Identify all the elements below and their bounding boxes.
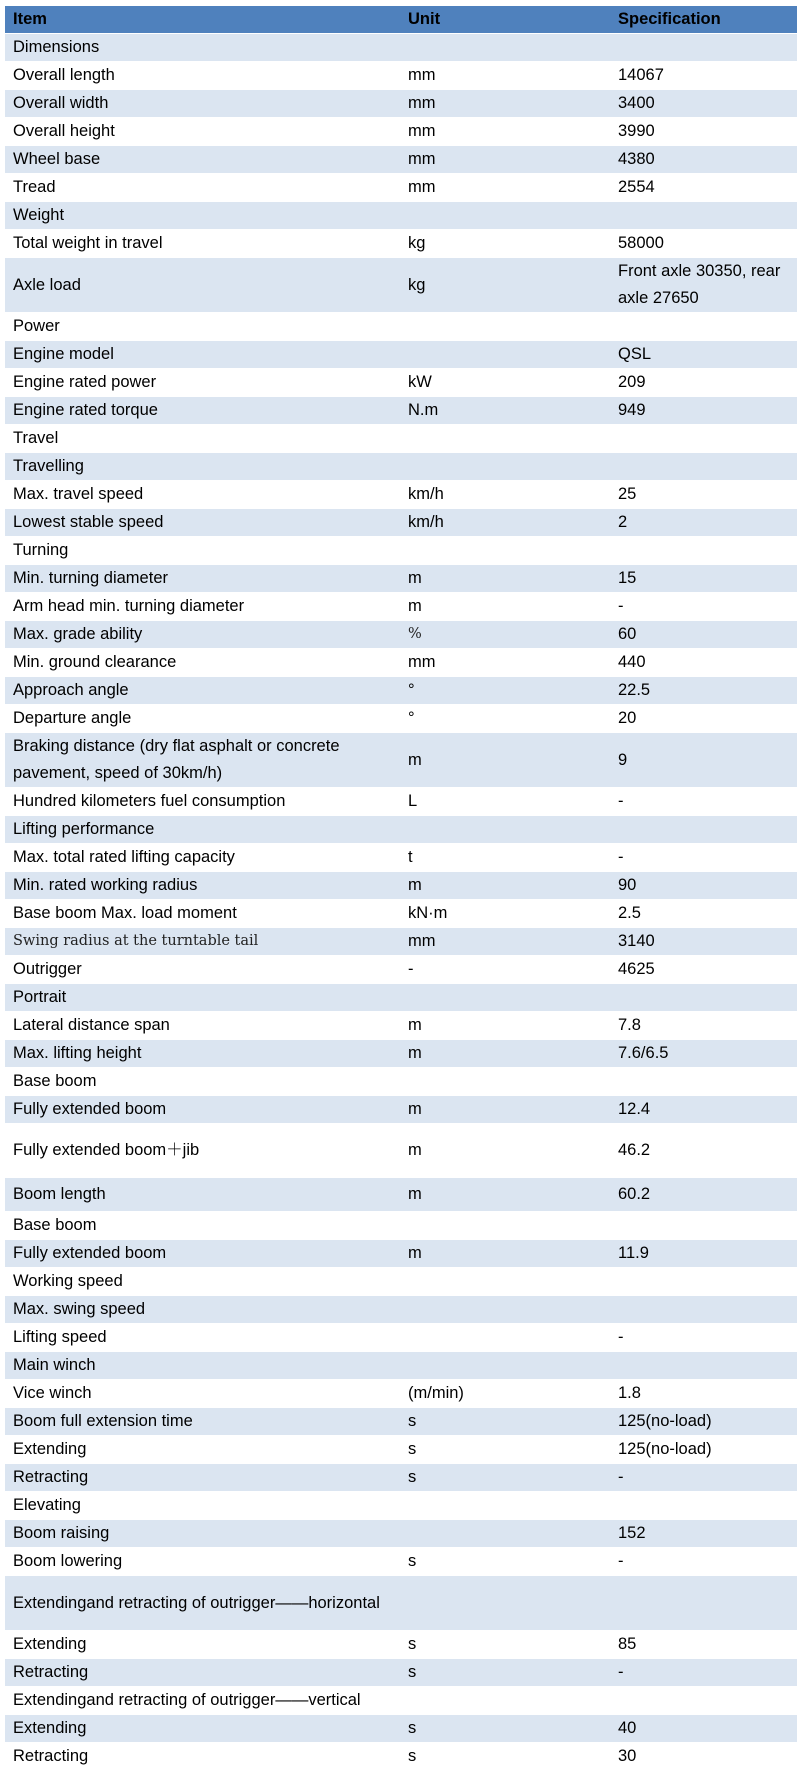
row-item-cell: Tread <box>5 174 400 202</box>
row-unit-cell: m <box>400 565 610 593</box>
row-spec-cell: 2.5 <box>610 900 797 928</box>
row-item-cell: Extending <box>5 1436 400 1464</box>
row-spec-cell: - <box>610 788 797 816</box>
table-row <box>5 146 797 174</box>
row-item-cell: Extendingand retracting of outrigger——horizontal <box>5 1576 400 1631</box>
row-item-cell: Extending <box>5 1631 400 1659</box>
row-unit-cell: s <box>400 1631 610 1659</box>
table-row <box>5 118 797 146</box>
row-item-cell: Base boom Max. load moment <box>5 900 400 928</box>
row-spec-cell <box>610 313 797 341</box>
row-unit-cell <box>400 1296 610 1324</box>
row-item-cell: Max. total rated lifting capacity <box>5 844 400 872</box>
row-item-cell: Elevating <box>5 1492 400 1520</box>
table-row <box>5 341 797 369</box>
row-item-cell: Lateral distance span <box>5 1012 400 1040</box>
row-unit-cell <box>400 1068 610 1096</box>
row-item-cell: Weight <box>5 202 400 230</box>
row-item-cell: Total weight in travel <box>5 230 400 258</box>
row-item-cell: Working speed <box>5 1268 400 1296</box>
row-unit-cell <box>400 313 610 341</box>
row-item-cell: Overall width <box>5 90 400 118</box>
row-spec-cell <box>610 816 797 844</box>
row-item-cell: Boom length <box>5 1178 400 1212</box>
row-item-cell: Max. lifting height <box>5 1040 400 1068</box>
row-unit-cell: - <box>400 956 610 984</box>
row-spec-cell: 3400 <box>610 90 797 118</box>
row-spec-cell: 90 <box>610 872 797 900</box>
table-row <box>5 1520 797 1548</box>
row-spec-cell: 12.4 <box>610 1096 797 1124</box>
table-row <box>5 62 797 90</box>
row-spec-cell: 2554 <box>610 174 797 202</box>
row-item-cell: Fully extended boom＋jib <box>5 1124 400 1178</box>
table-row <box>5 788 797 816</box>
table-row <box>5 90 797 118</box>
row-item-cell: Max. travel speed <box>5 481 400 509</box>
row-unit-cell: ° <box>400 705 610 733</box>
row-unit-cell: km/h <box>400 509 610 537</box>
table-row <box>5 425 797 453</box>
table-row <box>5 258 797 313</box>
row-spec-cell: 7.8 <box>610 1012 797 1040</box>
table-row <box>5 1576 797 1631</box>
row-unit-cell: m <box>400 1124 610 1178</box>
row-unit-cell: L <box>400 788 610 816</box>
row-unit-cell: s <box>400 1436 610 1464</box>
row-item-cell: Min. turning diameter <box>5 565 400 593</box>
row-item-cell: Arm head min. turning diameter <box>5 593 400 621</box>
row-unit-cell <box>400 1492 610 1520</box>
row-spec-cell: - <box>610 1548 797 1576</box>
row-unit-cell: s <box>400 1715 610 1743</box>
table-row <box>5 1492 797 1520</box>
table-row <box>5 174 797 202</box>
row-unit-cell <box>400 1352 610 1380</box>
row-spec-cell <box>610 1212 797 1240</box>
spec-table <box>5 6 797 1771</box>
row-spec-cell: - <box>610 1324 797 1352</box>
table-row <box>5 816 797 844</box>
row-item-cell: Retracting <box>5 1464 400 1492</box>
row-unit-cell <box>400 537 610 565</box>
row-item-cell: Min. rated working radius <box>5 872 400 900</box>
table-row <box>5 1659 797 1687</box>
row-spec-cell: 30 <box>610 1743 797 1771</box>
row-item-cell: Fully extended boom <box>5 1096 400 1124</box>
table-row <box>5 1436 797 1464</box>
row-item-cell: Outrigger <box>5 956 400 984</box>
row-unit-cell <box>400 34 610 62</box>
row-spec-cell: 949 <box>610 397 797 425</box>
row-spec-cell: 58000 <box>610 230 797 258</box>
table-row <box>5 928 797 956</box>
row-spec-cell: 60 <box>610 621 797 649</box>
row-item-cell: Dimensions <box>5 34 400 62</box>
row-item-cell: Braking distance (dry flat asphalt or concrete pavement, speed of 30km/h) <box>5 733 400 788</box>
table-row <box>5 453 797 481</box>
table-row <box>5 1096 797 1124</box>
row-item-cell: Engine model <box>5 341 400 369</box>
row-unit-cell: kW <box>400 369 610 397</box>
table-row <box>5 1068 797 1096</box>
row-spec-cell <box>610 537 797 565</box>
row-spec-cell <box>610 1296 797 1324</box>
row-unit-cell: mm <box>400 649 610 677</box>
row-spec-cell <box>610 1492 797 1520</box>
row-unit-cell <box>400 453 610 481</box>
row-spec-cell <box>610 1268 797 1296</box>
row-item-cell: Boom lowering <box>5 1548 400 1576</box>
row-unit-cell: mm <box>400 174 610 202</box>
row-item-cell: Max. grade ability <box>5 621 400 649</box>
row-unit-cell <box>400 816 610 844</box>
row-item-cell: Engine rated torque <box>5 397 400 425</box>
row-item-cell: Boom raising <box>5 1520 400 1548</box>
table-row <box>5 537 797 565</box>
table-row <box>5 1296 797 1324</box>
row-unit-cell <box>400 1576 610 1631</box>
row-unit-cell: kN·m <box>400 900 610 928</box>
row-spec-cell: 25 <box>610 481 797 509</box>
row-item-cell: Portrait <box>5 984 400 1012</box>
row-spec-cell: 40 <box>610 1715 797 1743</box>
table-row <box>5 956 797 984</box>
row-spec-cell: 1.8 <box>610 1380 797 1408</box>
table-row <box>5 621 797 649</box>
row-unit-cell: N.m <box>400 397 610 425</box>
row-spec-cell: - <box>610 1464 797 1492</box>
row-spec-cell: 209 <box>610 369 797 397</box>
table-row <box>5 1631 797 1659</box>
table-row <box>5 34 797 62</box>
row-spec-cell: 15 <box>610 565 797 593</box>
row-item-cell: Max. swing speed <box>5 1296 400 1324</box>
row-spec-cell <box>610 202 797 230</box>
row-spec-cell: 152 <box>610 1520 797 1548</box>
row-unit-cell: m <box>400 872 610 900</box>
row-spec-cell: 4380 <box>610 146 797 174</box>
row-unit-cell: m <box>400 1178 610 1212</box>
row-item-cell: Hundred kilometers fuel consumption <box>5 788 400 816</box>
row-unit-cell: km/h <box>400 481 610 509</box>
row-unit-cell: ° <box>400 677 610 705</box>
row-spec-cell: 2 <box>610 509 797 537</box>
row-unit-cell: m <box>400 1040 610 1068</box>
row-unit-cell: m <box>400 593 610 621</box>
table-row <box>5 705 797 733</box>
row-item-cell: Travelling <box>5 453 400 481</box>
row-item-cell: Vice winch <box>5 1380 400 1408</box>
row-spec-cell: 22.5 <box>610 677 797 705</box>
row-spec-cell <box>610 1352 797 1380</box>
row-item-cell: Extendingand retracting of outrigger——vertical <box>5 1687 400 1715</box>
row-item-cell: Approach angle <box>5 677 400 705</box>
table-row <box>5 313 797 341</box>
row-spec-cell <box>610 34 797 62</box>
row-unit-cell: s <box>400 1464 610 1492</box>
table-row <box>5 1464 797 1492</box>
row-spec-cell: 3140 <box>610 928 797 956</box>
row-unit-cell: m <box>400 1240 610 1268</box>
table-header-row <box>5 6 797 34</box>
row-unit-cell <box>400 1520 610 1548</box>
table-row <box>5 984 797 1012</box>
row-item-cell: Travel <box>5 425 400 453</box>
row-spec-cell: 14067 <box>610 62 797 90</box>
row-spec-cell: - <box>610 844 797 872</box>
table-row <box>5 481 797 509</box>
row-unit-cell: s <box>400 1408 610 1436</box>
row-item-cell: Swing radius at the turntable tail <box>5 928 400 956</box>
table-row <box>5 509 797 537</box>
row-item-cell: Extending <box>5 1715 400 1743</box>
row-item-cell: Main winch <box>5 1352 400 1380</box>
row-unit-cell: mm <box>400 90 610 118</box>
table-row <box>5 369 797 397</box>
row-unit-cell <box>400 1687 610 1715</box>
row-item-cell: Base boom <box>5 1068 400 1096</box>
row-item-cell: Wheel base <box>5 146 400 174</box>
row-item-cell: Lifting speed <box>5 1324 400 1352</box>
row-unit-cell: mm <box>400 62 610 90</box>
row-unit-cell: kg <box>400 230 610 258</box>
row-item-cell: Boom full extension time <box>5 1408 400 1436</box>
row-unit-cell <box>400 202 610 230</box>
table-row <box>5 900 797 928</box>
table-row <box>5 1040 797 1068</box>
row-unit-cell: s <box>400 1743 610 1771</box>
table-row <box>5 1380 797 1408</box>
table-row <box>5 1324 797 1352</box>
row-spec-cell: - <box>610 593 797 621</box>
row-spec-cell: Front axle 30350, rear axle 27650 <box>610 258 797 313</box>
row-unit-cell: % <box>400 621 610 649</box>
row-spec-cell: - <box>610 1659 797 1687</box>
row-unit-cell: mm <box>400 928 610 956</box>
row-unit-cell: kg <box>400 258 610 313</box>
row-unit-cell: s <box>400 1548 610 1576</box>
table-row <box>5 1687 797 1715</box>
table-row <box>5 1178 797 1212</box>
table-row <box>5 1548 797 1576</box>
row-unit-cell: m <box>400 1096 610 1124</box>
row-item-cell: Power <box>5 313 400 341</box>
table-row <box>5 1268 797 1296</box>
row-spec-cell <box>610 453 797 481</box>
row-item-cell: Fully extended boom <box>5 1240 400 1268</box>
table-row <box>5 733 797 788</box>
table-row <box>5 1743 797 1771</box>
table-row <box>5 1012 797 1040</box>
row-spec-cell <box>610 1576 797 1631</box>
row-unit-cell: s <box>400 1659 610 1687</box>
table-row <box>5 593 797 621</box>
row-spec-cell: 60.2 <box>610 1178 797 1212</box>
row-unit-cell: m <box>400 1012 610 1040</box>
row-item-cell: Base boom <box>5 1212 400 1240</box>
row-item-cell: Lifting performance <box>5 816 400 844</box>
row-spec-cell: 11.9 <box>610 1240 797 1268</box>
row-spec-cell: 20 <box>610 705 797 733</box>
table-row <box>5 1352 797 1380</box>
row-item-cell: Departure angle <box>5 705 400 733</box>
row-unit-cell <box>400 1324 610 1352</box>
row-spec-cell: 46.2 <box>610 1124 797 1178</box>
table-row <box>5 397 797 425</box>
table-row <box>5 1212 797 1240</box>
row-unit-cell: m <box>400 733 610 788</box>
row-item-cell: Retracting <box>5 1659 400 1687</box>
row-spec-cell <box>610 425 797 453</box>
row-spec-cell: 4625 <box>610 956 797 984</box>
row-spec-cell: 440 <box>610 649 797 677</box>
row-item-cell: Overall length <box>5 62 400 90</box>
row-unit-cell: mm <box>400 146 610 174</box>
row-unit-cell: (m/min) <box>400 1380 610 1408</box>
row-unit-cell: mm <box>400 118 610 146</box>
table-row <box>5 677 797 705</box>
row-spec-cell <box>610 1687 797 1715</box>
table-row <box>5 1715 797 1743</box>
table-body <box>5 34 797 1771</box>
table-row <box>5 230 797 258</box>
table-row <box>5 1240 797 1268</box>
table-row <box>5 565 797 593</box>
row-spec-cell <box>610 1068 797 1096</box>
row-item-cell: Min. ground clearance <box>5 649 400 677</box>
row-item-cell: Retracting <box>5 1743 400 1771</box>
row-unit-cell: t <box>400 844 610 872</box>
table-row <box>5 1408 797 1436</box>
row-spec-cell: 9 <box>610 733 797 788</box>
table-row <box>5 1124 797 1178</box>
table-row <box>5 649 797 677</box>
row-spec-cell: 125(no-load) <box>610 1408 797 1436</box>
row-item-cell: Engine rated power <box>5 369 400 397</box>
table-row <box>5 844 797 872</box>
header-item: Item <box>5 6 400 34</box>
row-unit-cell <box>400 425 610 453</box>
row-unit-cell <box>400 1212 610 1240</box>
table-row <box>5 202 797 230</box>
row-spec-cell: 125(no-load) <box>610 1436 797 1464</box>
row-unit-cell <box>400 341 610 369</box>
row-spec-cell <box>610 984 797 1012</box>
row-spec-cell: 85 <box>610 1631 797 1659</box>
header-unit: Unit <box>400 6 610 34</box>
header-specification: Specification <box>610 6 797 34</box>
row-item-cell: Overall height <box>5 118 400 146</box>
row-item-cell: Lowest stable speed <box>5 509 400 537</box>
table-row <box>5 872 797 900</box>
row-item-cell: Turning <box>5 537 400 565</box>
row-spec-cell: 3990 <box>610 118 797 146</box>
row-item-cell: Axle load <box>5 258 400 313</box>
row-unit-cell <box>400 1268 610 1296</box>
row-unit-cell <box>400 984 610 1012</box>
row-spec-cell: 7.6/6.5 <box>610 1040 797 1068</box>
row-spec-cell: QSL <box>610 341 797 369</box>
